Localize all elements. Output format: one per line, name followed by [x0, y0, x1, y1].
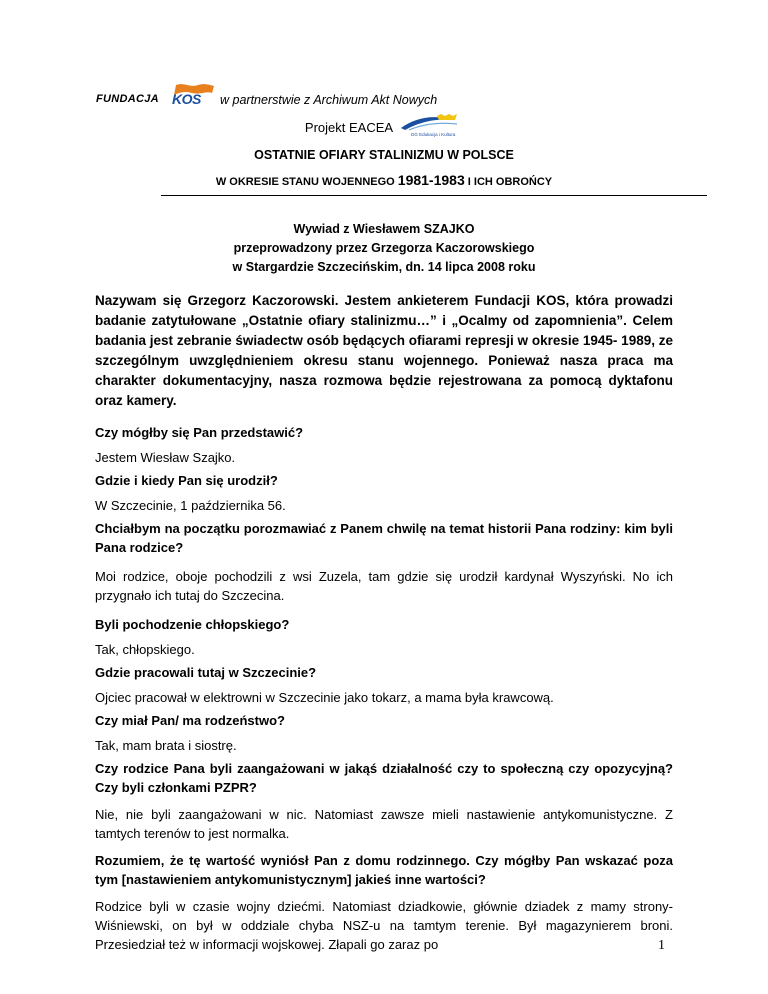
partnership-text: w partnerstwie z Archiwum Akt Nowych	[220, 93, 438, 107]
page-number: 1	[658, 938, 665, 953]
qa-question: Gdzie i kiedy Pan się urodził?	[95, 473, 278, 488]
qa-question: Rozumiem, że tę wartość wyniósł Pan z domu rodzinnego. Czy mógłby Pan wskazać poza tym [nastawieniem antykomunistycznym] jakieś inne wartości?	[95, 853, 673, 887]
qa-answer: W Szczecinie, 1 października 56.	[95, 498, 286, 513]
qa-answer: Rodzice byli w czasie wojny dziećmi. Natomiast dziadkowie, głównie dziadek z mamy strony- Wiśniewski, on był w oddziale chyba NSZ-u na tamtym terenie. Był magazynierem broni. Przesiedział też w informacji wojskowej. Złapali go zaraz po	[95, 899, 673, 952]
header-logo-line	[96, 83, 696, 113]
eacea-swoosh-icon	[397, 114, 463, 132]
foundation-logo-text: FUNDACJA	[96, 93, 159, 105]
interview-line1: Wywiad z Wiesławem SZAJKO	[293, 222, 475, 236]
kos-logo-text: KOS	[172, 91, 201, 107]
qa-question: Czy mógłby się Pan przedstawić?	[95, 425, 304, 440]
qa-answer: Moi rodzice, oboje pochodzili z wsi Zuzela, tam gdzie się urodził kardynał Wyszyński. No ich przygnało ich tutaj do Szczecina.	[95, 569, 673, 603]
title-years: 1981-1983	[397, 172, 465, 188]
qa-answer: Ojciec pracował w elektrowni w Szczecinie jako tokarz, a mama była krawcową.	[95, 690, 554, 705]
qa-question: Byli pochodzenie chłopskiego?	[95, 617, 290, 632]
intro-paragraph: Nazywam się Grzegorz Kaczorowski. Jestem ankieterem Fundacji KOS, która prowadzi badanie zatytułowane „Ostatnie ofiary stalinizmu…” i „Ocalmy od zapomnienia”. Celem badania jest zebranie świadectw osób będących ofiarami represji w okresie 1945- 1989, ze szczególnym uwzględnieniem okresu stanu wojennego. Ponieważ nasza praca ma charakter dokumentacyjny, nasza rozmowa będzie rejestrowana za pomocą dyktafonu oraz kamery.	[95, 293, 673, 408]
qa-answer: Jestem Wiesław Szajko.	[95, 450, 236, 465]
title-line2-prefix: W OKRESIE STANU WOJENNEGO	[215, 176, 395, 188]
qa-answer: Tak, mam brata i siostrę.	[95, 738, 237, 753]
qa-question: Czy miał Pan/ ma rodzeństwo?	[95, 713, 285, 728]
qa-answer: Nie, nie byli zaangażowani w nic. Natomiast zawsze mieli nastawienie antykomunistyczne. Z tamtych terenów to jest normalka.	[95, 807, 673, 841]
interview-line3: w Stargardzie Szczecińskim, dn. 14 lipca 2008 roku	[232, 260, 536, 274]
project-line	[0, 120, 768, 135]
interview-line2: przeprowadzony przez Grzegorza Kaczorowskiego	[233, 241, 535, 255]
project-label: Projekt EACEA	[304, 120, 394, 135]
qa-question: Czy rodzice Pana byli zaangażowani w jakąś działalność czy to społeczną czy opozycyjną? Czy byli członkami PZPR?	[95, 761, 673, 795]
eacea-logo	[397, 114, 463, 140]
interview-info	[0, 220, 768, 277]
qa-answer: Tak, chłopskiego.	[95, 642, 195, 657]
document-title-line1: OSTATNIE OFIARY STALINIZMU W POLSCE	[254, 148, 514, 162]
qa-question: Gdzie pracowali tutaj w Szczecinie?	[95, 665, 317, 680]
header-divider	[161, 195, 707, 196]
qa-question: Chciałbym na początku porozmawiać z Panem chwilę na temat historii Pana rodziny: kim byli Pana rodzice?	[95, 521, 673, 555]
document-title-line2	[0, 172, 768, 188]
title-line2-suffix: I ICH OBROŃCY	[467, 176, 553, 188]
eacea-logo-caption: DG Edukacja i Kultura	[411, 132, 456, 137]
